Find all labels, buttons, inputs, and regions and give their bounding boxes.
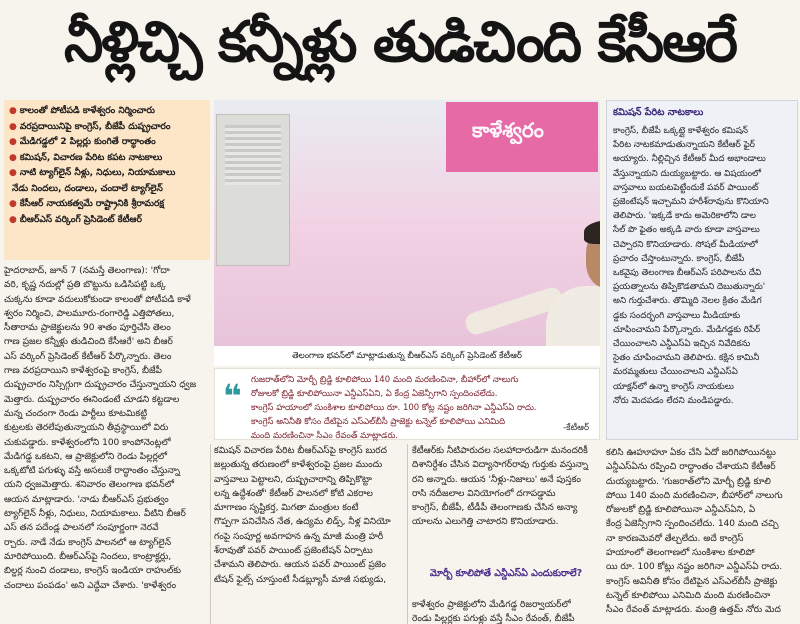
article-line: జల్లుతున్న తరుణంలో కాళేశ్వరంపై ప్రజల ముందు	[214, 460, 383, 471]
article-line: కాంగ్రెస్ అవినీతి కోసం దేటిపైన ఎస్ఎల్‌బీసీ ప్రాజెక్టు	[606, 576, 778, 587]
quote-author: -కేటీఆర్	[563, 423, 589, 433]
sidebar-line: అని గుర్తుచేశారు. తొమ్మిది నెలల క్రితం మేడిగ	[613, 296, 762, 307]
article-column-3	[412, 444, 600, 624]
section-subheading: మోర్బీ కూలిపోతే ఎన్డీఎస్‌ఏ ఎందుకురాలే?	[429, 568, 583, 579]
article-line: రాసి నదీజలాల వినియోగంలో దగాపడ్డామ	[412, 488, 556, 499]
sidebar-line: డ్డకు సందర్భంగి వాస్తవాలు మీడియాకు	[613, 310, 741, 321]
sidebar-line: ప్రజెంటేషన్ ఇచ్చామని హరీశ్‌రావును కొనియాని	[613, 197, 769, 208]
article-line: దిశానిర్దేశం చేసిన విద్యాసాగర్‌రావు గుర్తుకు వస్తున్నా	[412, 460, 589, 471]
bullet-icon: ●	[9, 137, 17, 147]
bullet-icon: ●	[9, 152, 17, 163]
sidebar-line: ప్రయత్నాలను తిప్పికొడతామని దెబుతున్నారు'	[613, 282, 766, 293]
article-line: ర్చారు. నాడే నేడు కాంగ్రెస్ పాలనలో ఆ ట్యాగ్‌లైన్	[4, 537, 172, 548]
ac-unit-graphic	[216, 114, 290, 266]
article-line: రెండు పిల్లర్లకు పగుళ్లు వస్తే సీఎం రేవంత్, బీజేపీ	[412, 614, 575, 624]
highlight-text: మేడిగడ్డలో 2 పిల్లర్లు కుంగితే రాద్ధాంతం	[19, 137, 156, 147]
sidebar-line: నోరు మెదపడం లేదని మండిపడ్డారు.	[613, 395, 734, 406]
bullet-icon: ●	[9, 106, 17, 116]
article-line: హైదరాబాద్, జూన్ 7 (నమస్తే తెలంగాణ): 'గోదా	[4, 266, 170, 276]
article-line: వాస్తవాలు పెట్టాలని, దుష్ప్రచారాన్ని తిప్పికొట్టా	[214, 474, 372, 485]
sidebar-line: చెప్పారని కొనియాడారు. సోషల్ మీడియాలో	[613, 239, 758, 250]
quote-line: కాంగ్రెస్ హయాంలో సుంకిశాల కూలిపోయి రూ. 100 కోట్ల నష్టం జరిగినా ఎన్డీఎస్‌ఏ రాదు.	[251, 403, 537, 413]
highlight-item	[9, 182, 205, 198]
quote-icon: ❝	[223, 377, 242, 415]
article-line: నా కారణమెవరో తేల్చలేదు. అదే కాంగ్రెస్	[606, 533, 744, 544]
article-line: హయాంలో తెలంగాణలో సుంకిశాల కూలిపో	[606, 548, 755, 559]
highlight-item	[9, 120, 205, 136]
column-divider	[407, 444, 408, 624]
article-line: కాళేశ్వరం ప్రాజెక్టులోని మేడిగడ్డ రిజర్వాయర్‌లో	[412, 600, 571, 610]
article-line: మాగాణం సృష్టికర్త, మిగతా మంత్రుల కంటే	[214, 503, 359, 514]
column-divider	[210, 444, 211, 624]
bullet-icon: ●	[9, 199, 17, 209]
article-column-4	[606, 446, 798, 624]
article-line: చందాలు పంపడం' అని ఎద్దేవా చేశారు. 'కాళేశ్వరం	[4, 580, 177, 591]
article-line: దుయ్యబట్టారు. 'గుజరాత్‌లోని మోర్బీ బ్రిడ్జి కూలి	[606, 476, 771, 487]
article-line: గంపై సంపూర్ణ అవగాహన ఉన్న మాజీ మంత్రి హరీ	[214, 531, 384, 542]
article-line: ఎస్ వర్కింగ్ ప్రెసిడెంట్ కేటీఆర్ పేర్కొన్నారు. తెలం	[4, 351, 172, 362]
sidebar-line: సేల్ పొ ఫైతం అక్కడి వారు కూడా వాస్తవాలు	[613, 225, 760, 236]
article-column-3-continued	[412, 598, 600, 624]
article-line: గాణ వరప్రదాయిని కాళేశ్వరంపై కాంగ్రెస్, బీజేపీ	[4, 366, 162, 377]
highlight-item	[9, 213, 205, 229]
sidebar-story	[606, 100, 798, 440]
article-line: యాలను ఎలుగెత్తి చాటారని కొనియాడారు.	[412, 517, 559, 528]
highlight-text: కమిషన్, విచారణ పేరిట కపట నాటకాలు	[19, 152, 163, 163]
bullet-icon: ●	[9, 168, 17, 178]
highlight-item	[9, 135, 205, 151]
article-line: దుష్ప్రచారం నిస్సిగ్గుగా దుష్ప్రచారం చేస్తున్నాయని ధ్వజ	[4, 380, 197, 391]
article-line: ఆయన మాట్లాడారు. 'నాడు బీఆర్‌ఎస్ ప్రభుత్వం	[4, 494, 169, 505]
article-line: లన్న ఉద్దేశంతో' కేటీఆర్ పాలనలో కోటి ఎకరాల	[214, 488, 373, 499]
article-line: కుట్రలకు తెరలేపుతున్నాయని తీవ్రస్థాయిలో విరు	[4, 423, 169, 434]
sidebar-title: కమిషన్ పేరిట నాటకాలు	[613, 107, 704, 118]
highlight-text: వరప్రదాయినిపై కాంగ్రెస్, బీజేపీ దుష్ప్రచారం	[19, 121, 171, 132]
news-photo	[214, 100, 600, 346]
article-line: శ్‌రావుతో పవర్ పాయింట్ ప్రజెంటేషన్ ఏర్పాటు	[214, 546, 373, 557]
sidebar-line: ప్రచారం చేస్తాంటున్నారు. కాంగ్రెస్, బీజేపీ	[613, 253, 745, 264]
sidebar-line: చేయించాలని ఎన్డీఎస్‌ఏ ఇచ్చిన నివేదికను	[613, 339, 751, 350]
article-line: కేటీఆర్‌కు నీటిపారుదల సలహాదారుడిగా మనందరికీ	[412, 446, 588, 456]
sidebar-line: కాంగ్రెస్, బీజేపీ ఒక్కట్లై కాళేశ్వరం కమిషన్	[613, 126, 748, 136]
article-line: మేడిగడ్డ ఒకటని, ఆ ప్రాజెక్టులోని రెండు పిల్లర్లలో	[4, 451, 168, 462]
article-line: కేంద్ర ఏజెన్సీగాని స్పందించలేదు. 140 మంది చచ్చి	[606, 519, 779, 530]
article-line: ఒక్కటోటి పగుళ్ళు వస్తే అసలుకే రాద్ధాంతం చేస్తున్నా	[4, 466, 180, 477]
sidebar-line: సైతం చూపించామని తెలిపారు. కక్షిన కామినీ	[613, 353, 760, 364]
article-line: యని ధ్వజమెత్తారు. శనివారం తెలంగాణ భవన్‌లో	[4, 480, 174, 491]
article-column-2	[214, 444, 404, 624]
sidebar-line: ఒకవైపు తెలంగాణ బీఆర్‌ఎస్ పరిపాలను దేవి	[613, 268, 762, 279]
headline: నీళ్లిచ్చి కన్నీళ్లు తుడిచింది కేసీఆరే	[63, 9, 737, 75]
article-line: గొప్పగా పనిచేసిన నేత, ఉద్యమ లిడ్స్, నీళ్ల వినియో	[214, 517, 391, 528]
article-line: టేషన్ ఫైట్స్ చూస్తుంటే సీడబ్ల్యూసీ మాజీ సభ్యుడు,	[214, 574, 387, 585]
highlight-text: నాటి ట్యాగ్‌లైన్ నీళ్లు, నిధులు, నియామకాలు	[19, 168, 176, 178]
sidebar-line: మరమ్మతులు చేయించాలని ఎన్డీఎస్‌ఏ	[613, 367, 738, 378]
highlights-box	[4, 100, 210, 260]
article-line: కాంగ్రెస్, బీజేపీ, టీడీపీ తెలంగాణకు చేసిన అన్యా	[412, 503, 578, 514]
sidebar-line: వేస్తున్నాయని దుయ్యబట్టారు. ఆ విషయంలో	[613, 168, 761, 179]
sidebar-line: యాక్షన్‌లో ఉన్నా కాంగ్రెస్ నాయకులు	[613, 381, 734, 392]
highlight-item	[9, 104, 205, 120]
article-line: చుకుపడ్డారు. కాళేశ్వరంలోని 100 కాంపోనెంట్లలో	[4, 437, 171, 448]
highlight-item	[9, 197, 205, 213]
article-line: కలిసి ఊహూహూ ఏకం చేసి ఏదో జరిగిపోయినట్టు	[606, 448, 776, 458]
highlight-item	[9, 151, 205, 167]
article-line: పోయి 140 మంది మరణించినా, బీహార్‌లో నాలుగు	[606, 490, 783, 501]
article-line: సీతారామ ప్రాజెక్టులను 90 శాతం పూర్తిచేసి తెలం	[4, 323, 171, 334]
article-line: ట్యాగ్‌లైన్ నీళ్లు, నిధులు, నియామకాలు. వీటిని బీఆర్	[4, 509, 186, 520]
highlight-text: కేసీఆర్ నాయకత్వమే రాష్ట్రానికి శ్రీరామరక్ష	[19, 199, 165, 209]
banner-text: కాళేశ్వరం	[472, 118, 544, 142]
article-line: గాణ ప్రజల కన్నీళ్లు తుడిచింది కేసీఆరే' అని బీఆర్	[4, 337, 173, 348]
article-line: మన్న చందంగా రెండు పార్టీలు కూటమికట్టి	[4, 408, 148, 419]
highlight-text: నేడు నిందలు, దండాలు, చందాలే ట్యాగ్‌లైన్	[12, 183, 163, 194]
article-line: కమిషన్ విచారణ పేరిట బీఆర్‌ఎస్‌పై కాంగ్రెస్ బురద	[214, 446, 388, 456]
article-line: సీఎం రేవంత్ మాట్లాడరు. మంత్రి ఉత్తమ్ నోరు మెద	[606, 605, 781, 616]
article-line: చుక్కను కూడా వదులుకోకుండా కాలంతో పోటీపడి కాళే	[4, 294, 191, 305]
sidebar-line: వాస్తవాలు బయటపెట్టేందుకే పవర్ పాయింట్	[613, 182, 759, 193]
pull-quote	[214, 368, 600, 440]
quote-line: గుజరాత్‌లోని మోర్బీ బ్రిడ్జి కూలిపోయి 140 మంది మరణించినా, బీహార్‌లో నాలుగు	[251, 375, 519, 385]
quote-line: రోజులకో బ్రిడ్జి కూలిపోయినా ఎన్డీఎస్‌ఏని, ఏ కేంద్ర ఏజెన్సీగాని స్పందించలేదు.	[251, 389, 498, 399]
photo-caption: తెలంగాణ భవన్‌లో మాట్లాడుతున్న బీఆర్‌ఎస్ వర్కింగ్ ప్రెసిడెంట్ కేటీఆర్	[214, 346, 600, 366]
bullet-icon: ●	[9, 121, 17, 132]
article-line: టన్నెల్ కూలిపోయి ఎనిమిది మంది మరణించినా	[606, 590, 771, 601]
highlight-text: బీఆర్‌ఎస్ వర్కింగ్ ప్రెసిడెంట్ కేటీఆర్	[19, 214, 142, 225]
sidebar-line: అయ్యారు. నీల్లిచ్చిన కేటీఆర్ మీద అభాండాలు	[613, 154, 766, 165]
article-line: శ్వరం నిర్మించి, పాలమూరు-రంగారెడ్డి ఎత్తిపోతలు,	[4, 308, 175, 319]
quote-line: మంది మరణించినా సీఎం రేవంత్ మాట్లాడరు.	[251, 431, 399, 441]
sidebar-line: పేరిట నాటకమాడుతున్నాయని కేటీఆర్ ఫైర్	[613, 140, 755, 151]
article-line: మారిపోయింది. బీఆర్‌ఎస్‌పై నిందలు, కాంట్రాక్టర్లు,	[4, 551, 172, 562]
article-line: ఎస్ తన పదేండ్ల పాలనలో సంపూర్ణంగా నెరవే	[4, 523, 159, 534]
highlight-text: కాలంతో పోటీపడి కాళేశ్వరం నిర్మించారు	[19, 106, 155, 116]
highlight-item	[9, 166, 205, 182]
bullet-icon: ●	[9, 214, 17, 225]
article-line: చేశామని తెలిపారు. ఆయన పవర్ పాయింట్ ప్రజెం	[214, 560, 386, 571]
article-column-1	[4, 264, 208, 624]
sidebar-line: చూపించామని పేర్కొన్నారు. మేడిగడ్డకు రిపేర్	[613, 324, 761, 335]
article-line: రని అన్నారు. ఆయన 'నీళ్లు-నిజాలు' అనే పుస్తకం	[412, 474, 581, 485]
article-line: బిల్డర్ల నుంచి దండాలు, కాంగ్రెస్ ఇండియా రాహుల్‌కు	[4, 566, 182, 577]
speaker-hair	[584, 220, 600, 244]
quote-line: కాంగ్రెస్ అనినీతి కోసం దేటిపైన ఎస్ఎల్‌బీసీ ప్రాజెక్టు టన్నెల్ కూలిపోయి ఎనిమిది	[251, 417, 506, 427]
article-line: వరి, కృష్ణ నదుల్లో ప్రతి బొట్టును ఒడిసిపట్టి ఒక్క	[4, 280, 166, 291]
sidebar-line: తెలిపారు. 'ఇక్కడే కాదు అమెరికాలోని డాల	[613, 211, 756, 222]
article-line: ఎన్డీఎస్‌ఏను రప్పించి రాద్ధాంతం చేశాయని కేటీఆర్	[606, 462, 776, 473]
article-line: మెత్తారు. దుష్ప్రచారం ఈనిండంటే చూడని కట్టడాల	[4, 394, 180, 405]
article-line: రోజులకో బ్రిడ్జి కూలిపోయినా ఎన్డీఎస్‌ఏని, ఏ	[606, 505, 756, 516]
article-line: యి రూ. 100 కోట్లు నష్టం జరిగినా ఎన్డీఎస్‌ఏ రాదు.	[606, 562, 783, 573]
